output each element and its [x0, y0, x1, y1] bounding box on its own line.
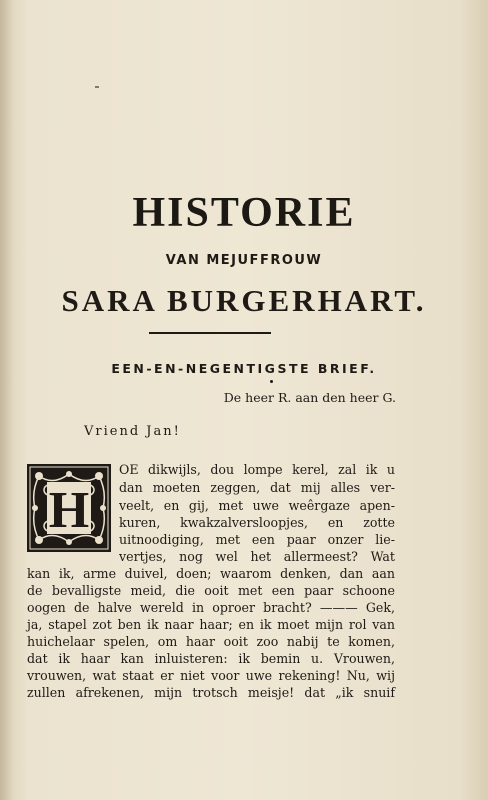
- drop-cap-letter: H: [48, 482, 90, 539]
- title-rule: [149, 332, 271, 334]
- margin-mark: [95, 86, 99, 88]
- text-line: zullen afrekenen, mijn trotsch meisje! dat „ik snuif: [27, 685, 395, 700]
- subtitle-large: SARA BURGERHART.: [61, 283, 427, 318]
- page-spine-shadow: [0, 0, 14, 800]
- page-title: HISTORIE: [132, 190, 356, 236]
- text-line: huichelaar spelen, om haar ooit zoo nabij te komen,: [27, 634, 395, 649]
- text-line: kan ik, arme duivel, doen; waarom denken, dan aan: [27, 566, 395, 581]
- text-line: oogen de halve wereld in oproer bracht? ——— Gek,: [27, 600, 395, 615]
- text-line: vertjes, nog wel het allermeest? Wat: [119, 549, 395, 564]
- text-line: ja, stapel zot ben ik naar haar; en ik moet mijn rol van: [27, 617, 395, 632]
- text-line: de bevalligste meid, die ooit met een paar schoone: [27, 583, 395, 598]
- text-line: dat ik haar kan inluisteren: ik bemin u. Vrouwen,: [27, 651, 395, 666]
- ornament-dot: [270, 380, 273, 383]
- text-line: OE dikwijls, dou lompe kerel, zal ik u: [119, 462, 395, 477]
- text-line: vrouwen, wat staat er niet voor uwe rekening! Nu, wij: [27, 668, 395, 683]
- text-line: kuren, kwakzalversloopjes, en zotte: [119, 515, 395, 530]
- text-line: dan moeten zeggen, dat mij alles ver-: [119, 480, 395, 495]
- letter-from-to: De heer R. aan den heer G.: [223, 390, 396, 405]
- letter-heading: EEN-EN-NEGENTIGSTE BRIEF.: [111, 361, 377, 376]
- salutation: Vriend Jan!: [84, 424, 181, 439]
- text-line: uitnoodiging, met een paar onzer lie-: [119, 532, 395, 547]
- subtitle-small: VAN MEJUFFROUW: [165, 253, 323, 268]
- drop-cap-ornament: [27, 464, 111, 552]
- text-line: veelt, en gij, met uwe weêrgaze apen-: [119, 498, 395, 513]
